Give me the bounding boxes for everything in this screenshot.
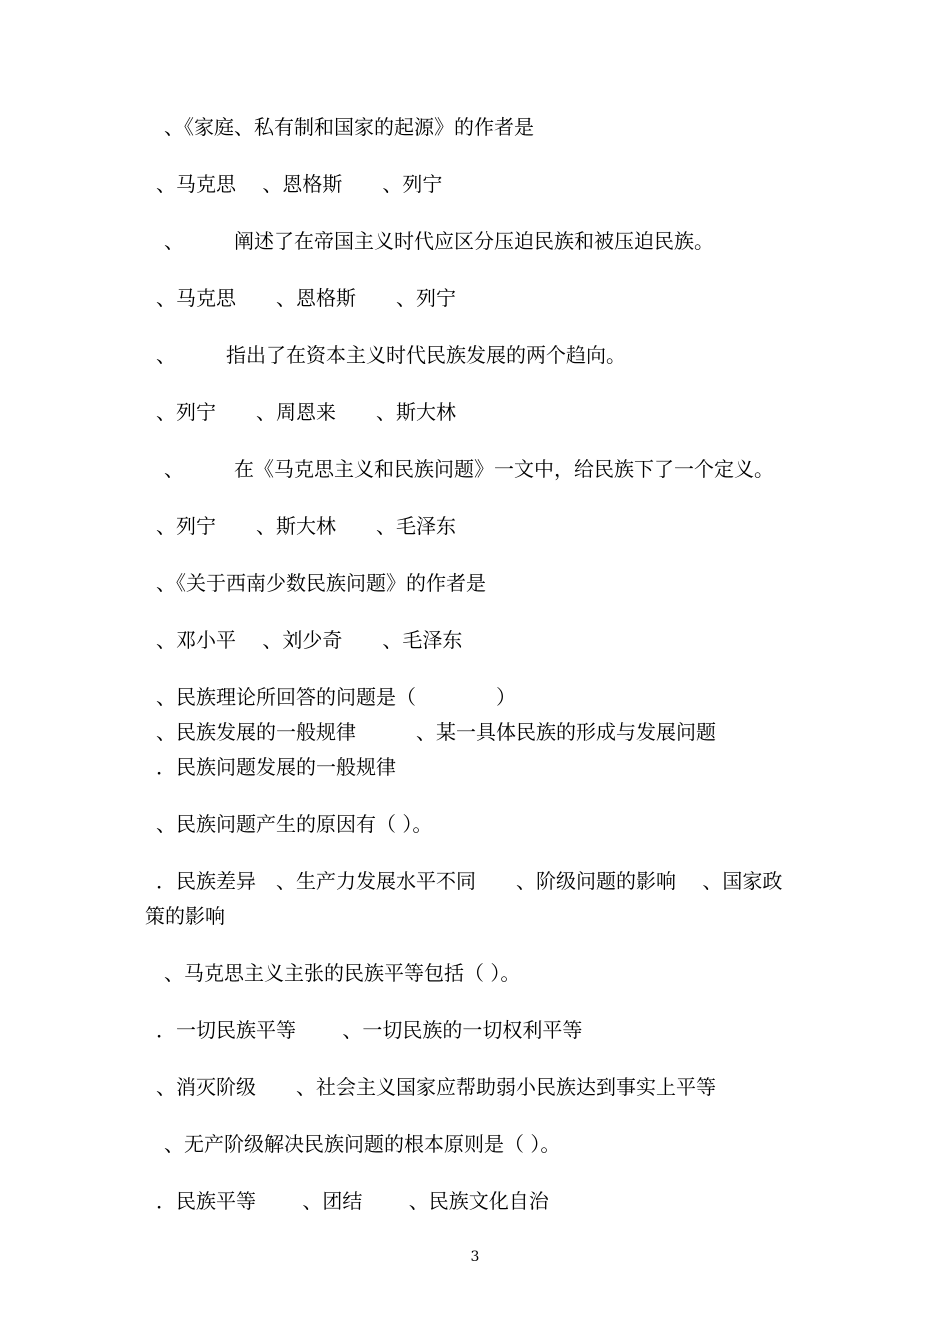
question-3-options: 、列宁 、周恩来 、斯大林 bbox=[156, 400, 456, 424]
question-4-options: 、列宁 、斯大林 、毛泽东 bbox=[156, 514, 456, 538]
question-9-options: ．民族平等 、团结 、民族文化自治 bbox=[156, 1189, 549, 1213]
question-7-text: 、民族问题产生的原因有（ ）。 bbox=[156, 812, 433, 836]
question-8-options-line-2: 、消灭阶级 、社会主义国家应帮助弱小民族达到事实上平等 bbox=[156, 1075, 716, 1099]
question-1-options: 、马克思 、恩格斯 、列宁 bbox=[156, 172, 443, 196]
question-3-text: 、 指出了在资本主义时代民族发展的两个趋向。 bbox=[156, 343, 626, 367]
question-8-options-line-1: ．一切民族平等 、一切民族的一切权利平等 bbox=[156, 1018, 583, 1042]
question-7-options-line-1: ．民族差异 、生产力发展水平不同 、阶级问题的影响 、国家政 bbox=[156, 869, 783, 893]
page-number: 3 bbox=[470, 1249, 480, 1265]
question-7-options-line-2: 策的影响 bbox=[145, 904, 225, 928]
question-2-text: 、 阐述了在帝国主义时代应区分压迫民族和被压迫民族。 bbox=[164, 229, 714, 253]
question-6-options-line-1: 、民族发展的一般规律 、某一具体民族的形成与发展问题 bbox=[156, 720, 716, 744]
question-9-text: 、无产阶级解决民族问题的根本原则是（ ）。 bbox=[164, 1132, 561, 1156]
question-8-text: 、马克思主义主张的民族平等包括（ ）。 bbox=[164, 961, 521, 985]
question-6-text: 、民族理论所回答的问题是（ ） bbox=[156, 685, 516, 709]
question-4-text: 、 在《马克思主义和民族问题》一文中，给民族下了一个定义。 bbox=[164, 457, 774, 481]
question-5-options: 、邓小平 、刘少奇 、毛泽东 bbox=[156, 628, 463, 652]
question-1-text: 、《家庭、私有制和国家的起源》的作者是 bbox=[164, 115, 534, 139]
question-5-text: 、《关于西南少数民族问题》的作者是 bbox=[156, 571, 486, 595]
question-2-options: 、马克思 、恩格斯 、列宁 bbox=[156, 286, 456, 310]
question-6-options-line-2: ．民族问题发展的一般规律 bbox=[156, 755, 396, 779]
